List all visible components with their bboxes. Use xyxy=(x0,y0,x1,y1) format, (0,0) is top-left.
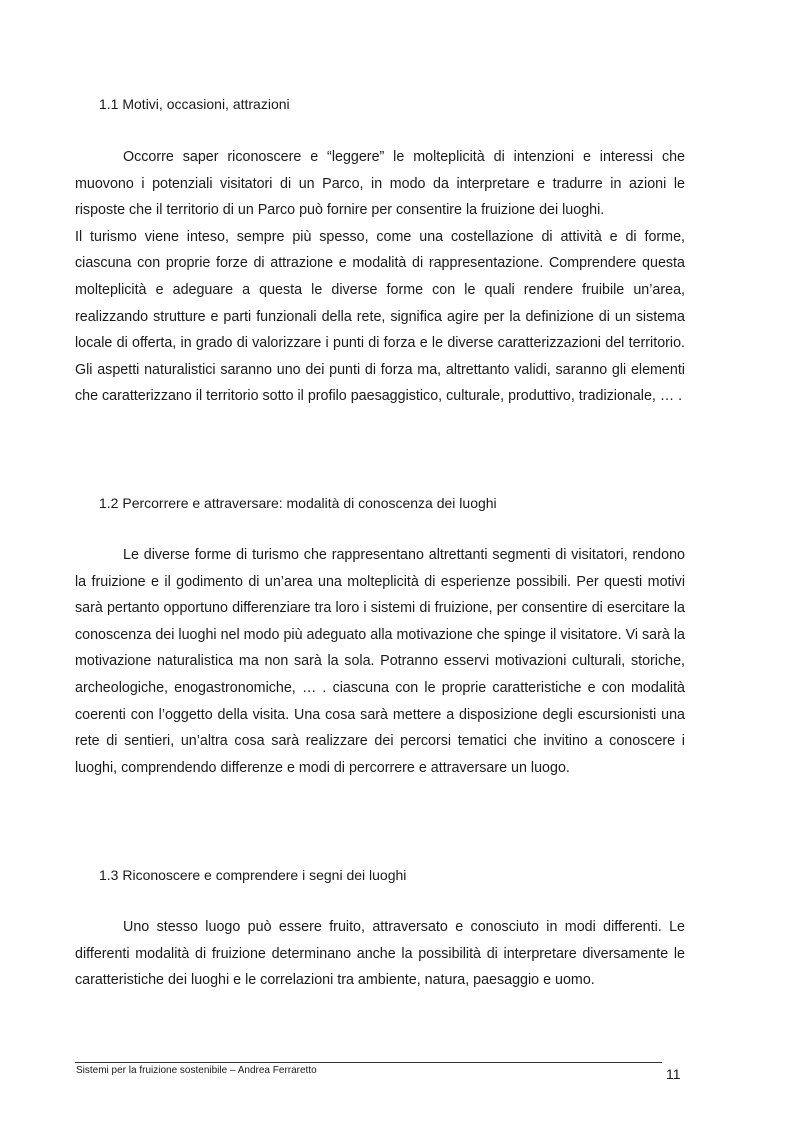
section-heading-1-3: 1.3 Riconoscere e comprendere i segni dei luoghi xyxy=(99,867,407,883)
paragraph-text: Occorre saper riconoscere e “leggere” le molteplicità di intenzioni e interessi che muovono i potenziali visitatori di un Parco, in modo da interpretare e tradurre in azioni le risposte che il territorio di un Parco può fornire per consentire la fruizione dei luoghi. xyxy=(75,149,685,219)
section-body-1-3 xyxy=(75,914,685,994)
footer-divider xyxy=(75,1062,662,1063)
paragraph xyxy=(75,224,685,410)
section-body-1-2 xyxy=(75,542,685,781)
section-heading-1-2: 1.2 Percorrere e attraversare: modalità di conoscenza dei luoghi xyxy=(99,495,497,511)
paragraph-text: Uno stesso luogo può essere fruito, attraversato e conosciuto in modi differenti. Le differenti modalità di fruizione determinano anche la possibilità di interpretare diversamente le caratteristiche dei luoghi e le correlazioni tra ambiente, natura, paesaggio e uomo. xyxy=(75,919,685,989)
paragraph-text: Le diverse forme di turismo che rappresentano altrettanti segmenti di visitatori, rendono la fruizione e il godimento di un’area una molteplicità di esperienze possibili. Per questi motivi sarà pertanto opportuno differenziare tra loro i sistemi di fruizione, per consentire di esercitare la conoscenza dei luoghi nel modo più adeguato alla motivazione che spinge il visitatore. Vi sarà la motivazione naturalistica ma non sarà la sola. Potranno esservi motivazioni culturali, storiche, archeologiche, enogastronomiche, … . ciascuna con le proprie caratteristiche e con modalità coerenti con l’oggetto della visita. Una cosa sarà mettere a disposizione degli escursionisti una rete di sentieri, un’altra cosa sarà realizzare dei percorsi tematici che invitino a conoscere i luoghi, comprendendo differenze e modi di percorrere e attraversare un luogo. xyxy=(75,547,685,776)
section-heading-1-1: 1.1 Motivi, occasioni, attrazioni xyxy=(99,96,290,112)
page-number: 11 xyxy=(666,1066,681,1082)
paragraph xyxy=(75,542,685,781)
footer-text: Sistemi per la fruizione sostenibile – Andrea Ferraretto xyxy=(76,1065,317,1076)
paragraph-text: Il turismo viene inteso, sempre più spesso, come una costellazione di attività e di forme, ciascuna con proprie forze di attrazione e modalità di rappresentazione. Comprendere questa molteplicità e adeguare a questa le diverse forme con le quali rendere fruibile un’area, realizzando strutture e parti funzionali della rete, significa agire per la definizione di un sistema locale di offerta, in grado di valorizzare i punti di forza e le diverse caratterizzazioni del territorio. Gli aspetti naturalistici saranno uno dei punti di forza ma, altrettanto validi, saranno gli elementi che caratterizzano il territorio sotto il profilo paesaggistico, culturale, produttivo, tradizionale, … . xyxy=(75,228,685,405)
paragraph xyxy=(75,144,685,224)
section-body-1-1 xyxy=(75,144,685,410)
paragraph xyxy=(75,914,685,994)
